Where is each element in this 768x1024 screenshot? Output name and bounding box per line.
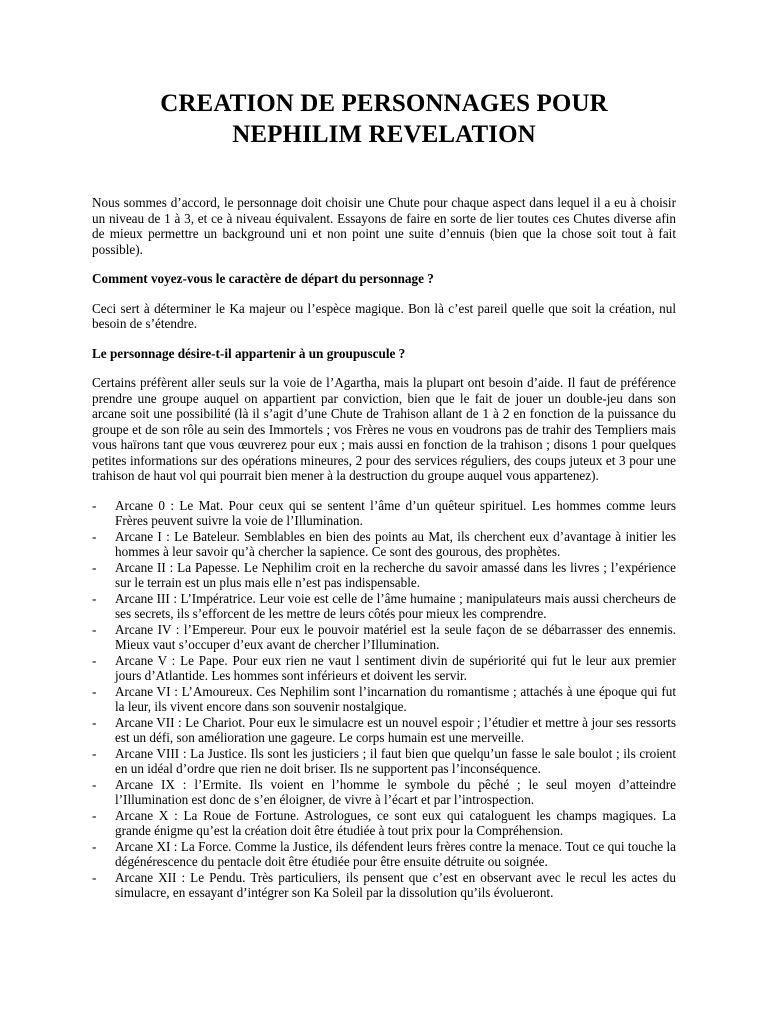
answer-paragraph: Certains préfèrent aller seuls sur la voie de l’Agartha, mais la plupart ont besoin d’aide. Il faut de préférence prendre une groupe auquel on appartient par conviction, bien que le fait de jouer un double-jeu dans son arcane soit une possibilité (là il s’agit d’une Chute de Trahison allant de 1 à 2 en fonction de la puissance du groupe et de son rôle au sein des Immortels ; vos Frères ne vous en voudrons pas de trahir des Templiers mais vous haïrons tant que vous œuvrerez pour eux ; mais aussi en fonction de la trahison ; disons 1 pour quelques petites informations sur des opérations mineures, 2 pour des services réguliers, des coups juteux et 3 pour une trahison de haut vol qui pourrait bien mener à la destruction du groupe auquel vous appartenez). [92,375,676,483]
arcana-text: Arcane VII : Le Chariot. Pour eux le simulacre est un nouvel espoir ; l’étudier et mettre à jour ses ressorts est un défi, son amélioration une gageure. Le corps humain est une merveille. [115,714,676,745]
arcana-item [92,715,676,746]
title-line: CREATION DE PERSONNAGES POUR [160,90,608,117]
arcana-item [92,653,676,684]
arcana-item [92,808,676,839]
bullet-dash: - [92,590,97,606]
arcana-text: Arcane V : Le Pape. Pour eux rien ne vaut l sentiment divin de supériorité qui fut le leur aux premier jours d’Atlantide. Les hommes sont inférieurs et doivent les servir. [115,652,676,683]
bullet-dash: - [92,714,97,730]
answer-paragraph: Ceci sert à déterminer le Ka majeur ou l’espèce magique. Bon là c’est pareil quelle que soit la création, nul besoin de s’étendre. [92,300,676,331]
arcana-item [92,591,676,622]
arcana-text: Arcane I : Le Bateleur. Semblables en bien des points au Mat, ils cherchent eux d’avantage à initier les hommes à leur savoir qu’à chercher la sapience. Ce sont des gourous, des prophètes. [115,528,676,559]
arcana-text: Arcane IX : l’Ermite. Ils voient en l’homme le symbole du pêché ; le seul moyen d’atteindre l’Illumination est donc de s’en éloigner, de vivre à l’écart et par l’introspection. [115,776,676,807]
arcana-text: Arcane IV : l’Empereur. Pour eux le pouvoir matériel est la seule façon de se débarrasser des ennemis. Mieux vaut s’occuper d’eux avant de chercher l’Illumination. [115,621,676,652]
arcana-text: Arcane VIII : La Justice. Ils sont les justiciers ; il faut bien que quelqu’un fasse le sale boulot ; ils croient en un idéal d’ordre que rien ne doit briser. Ils ne supportent pas l’inconséquence. [115,745,676,776]
document-title [92,88,676,150]
arcana-item [92,529,676,560]
bullet-dash: - [92,652,97,668]
bullet-dash: - [92,683,97,699]
arcana-item [92,839,676,870]
intro-paragraph: Nous sommes d’accord, le personnage doit choisir une Chute pour chaque aspect dans lequel il a eu à choisir un niveau de 1 à 3, et ce à niveau équivalent. Essayons de faire en sorte de lier toutes ces Chutes diverse afin de mieux permettre un background uni et non point une suite d’ennuis (bien que la chose soit tout à fait possible). [92,195,676,257]
question-heading: Comment voyez-vous le caractère de départ du personnage ? [92,271,434,286]
arcana-item [92,560,676,591]
arcana-text: Arcane XI : La Force. Comme la Justice, ils défendent leurs frères contre la menace. Tout ce qui touche la dégénérescence du pentacle doit être étudiée pour être ensuite détruite ou soignée. [115,838,676,869]
arcana-text: Arcane VI : L’Amoureux. Ces Nephilim sont l’incarnation du romantisme ; attachés à une époque qui fut la leur, ils vivent encore dans son souvenir nostalgique. [115,683,676,714]
arcana-item [92,684,676,715]
bullet-dash: - [92,807,97,823]
arcana-item [92,746,676,777]
bullet-dash: - [92,745,97,761]
bullet-dash: - [92,497,97,513]
title-line: NEPHILIM REVELATION [232,121,536,148]
arcana-item [92,498,676,529]
question-heading: Le personnage désire-t-il appartenir à un groupuscule ? [92,345,406,361]
bullet-dash: - [92,838,97,854]
bullet-dash: - [92,528,97,544]
arcana-text: Arcane II : La Papesse. Le Nephilim croit en la recherche du savoir amassé dans les livres ; l’expérience sur le terrain est un plus mais elle n’est pas indispensable. [115,559,676,590]
arcana-text: Arcane X : La Roue de Fortune. Astrologues, ce sont eux qui cataloguent les champs magiques. La grande énigme qu’est la création doit être étudiée à tout prix pour la Compréhension. [115,807,676,838]
arcana-text: Arcane XII : Le Pendu. Très particuliers, ils pensent que c’est en observant avec le recul les actes du simulacre, en essayant d’intégrer son Ka Soleil par la dissolution qu’ils évolueront. [115,869,676,900]
arcana-list [92,498,676,901]
bullet-dash: - [92,621,97,637]
bullet-dash: - [92,776,97,792]
arcana-item [92,622,676,653]
bullet-dash: - [92,869,97,885]
arcana-text: Arcane III : L’Impératrice. Leur voie est celle de l’âme humaine ; manipulateurs mais aussi chercheurs de ses secrets, ils s’efforcent de les mettre de leurs côtés pour mieux les comprendre. [115,590,676,621]
arcana-item [92,870,676,901]
bullet-dash: - [92,559,97,575]
arcana-item [92,777,676,808]
arcana-text: Arcane 0 : Le Mat. Pour ceux qui se sentent l’âme d’un quêteur spirituel. Les hommes comme leurs Frères peuvent suivre la voie de l’Illumination. [115,497,676,528]
